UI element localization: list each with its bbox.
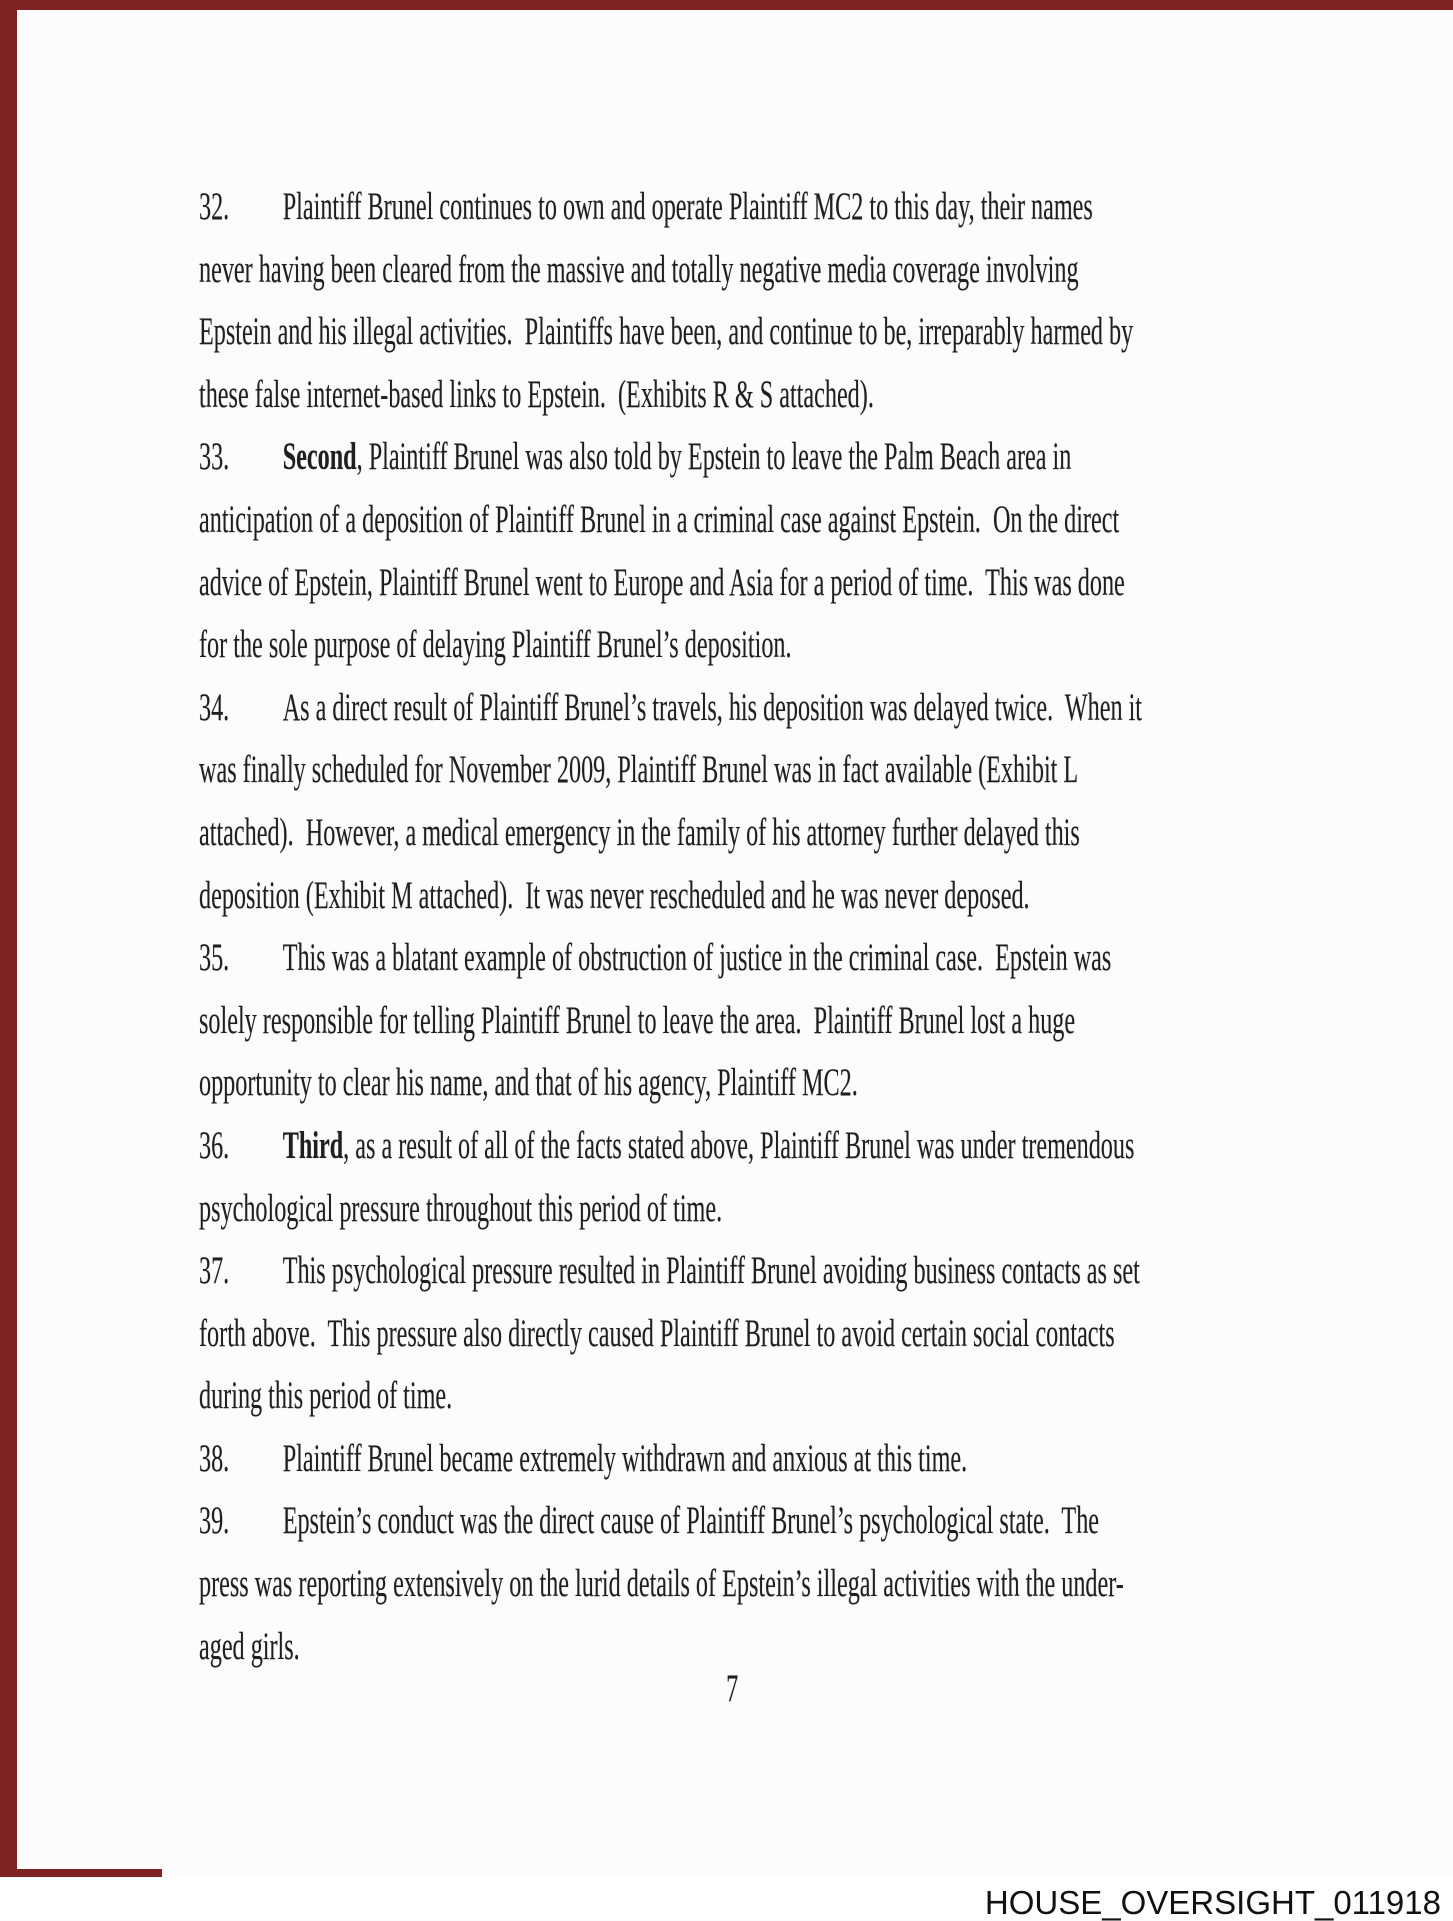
text-line	[199, 802, 1265, 865]
body-text: Epstein and his illegal activities. Plaintiffs have been, and continue to be, irreparably harmed by	[199, 310, 1134, 354]
text-line	[199, 489, 1265, 552]
text-line	[199, 176, 1265, 239]
text-line	[199, 1052, 1265, 1115]
text-line	[199, 1490, 1265, 1553]
text-line	[199, 426, 1265, 489]
scan-edge-left	[0, 0, 17, 1877]
paragraph-number: 34.	[199, 685, 230, 729]
paragraph-number: 39.	[199, 1499, 230, 1543]
text-line	[199, 1365, 1265, 1428]
body-text: , as a result of all of the facts stated above, Plaintiff Brunel was under tremendous	[343, 1123, 1135, 1167]
text-line	[199, 614, 1265, 677]
text-line	[199, 1115, 1265, 1178]
bates-stamp: HOUSE_OVERSIGHT_011918	[984, 1884, 1441, 1921]
body-text: This was a blatant example of obstruction of justice in the criminal case. Epstein was	[282, 936, 1112, 980]
body-text: psychological pressure throughout this period of time.	[199, 1186, 723, 1230]
body-text: Epstein’s conduct was the direct cause of Plaintiff Brunel’s psychological state. The	[282, 1499, 1100, 1543]
paragraph-number: 32.	[199, 185, 230, 228]
body-text: aged girls.	[199, 1624, 300, 1668]
body-text: opportunity to clear his name, and that of his agency, Plaintiff MC2.	[199, 1061, 858, 1105]
body-text: solely responsible for telling Plaintiff Brunel to leave the area. Plaintiff Brunel lost a huge	[199, 998, 1076, 1042]
body-text: was finally scheduled for November 2009, Plaintiff Brunel was in fact available (Exhibit L	[199, 748, 1079, 792]
body-text: never having been cleared from the massive and totally negative media coverage involving	[199, 247, 1079, 291]
text-line	[199, 677, 1265, 740]
body-text: deposition (Exhibit M attached). It was never rescheduled and he was never deposed.	[199, 873, 1030, 917]
body-text: during this period of time.	[199, 1374, 453, 1418]
text-line	[199, 1303, 1265, 1366]
text-line	[199, 865, 1265, 928]
text-block	[199, 176, 1453, 1678]
body-text: press was reporting extensively on the lurid details of Epstein’s illegal activities with the under-	[199, 1562, 1124, 1606]
bold-text: Third	[282, 1123, 344, 1167]
body-text: anticipation of a deposition of Plaintiff Brunel in a criminal case against Epstein. On the direct	[199, 497, 1120, 541]
paragraph-number: 38.	[199, 1436, 230, 1480]
paragraph-number: 35.	[199, 936, 230, 980]
paragraph-number: 36.	[199, 1123, 230, 1167]
body-text: Plaintiff Brunel became extremely withdrawn and anxious at this time.	[282, 1436, 968, 1480]
bold-text: Second	[282, 435, 357, 479]
text-line	[199, 1553, 1265, 1616]
text-line	[199, 990, 1265, 1053]
text-line	[199, 364, 1265, 427]
text-line	[199, 301, 1265, 364]
body-text: forth above. This pressure also directly caused Plaintiff Brunel to avoid certain social contacts	[199, 1311, 1115, 1355]
text-line	[199, 1428, 1265, 1491]
text-line	[199, 1178, 1265, 1241]
text-line	[199, 552, 1265, 615]
body-text: This psychological pressure resulted in Plaintiff Brunel avoiding business contacts as set	[282, 1249, 1140, 1293]
text-line	[199, 739, 1265, 802]
body-text: , Plaintiff Brunel was also told by Epstein to leave the Palm Beach area in	[356, 435, 1072, 479]
text-line	[199, 927, 1265, 990]
body-text: attached). However, a medical emergency in the family of his attorney further delayed this	[199, 810, 1080, 854]
paragraph-number: 33.	[199, 435, 230, 479]
body-text: for the sole purpose of delaying Plaintiff Brunel’s deposition.	[199, 623, 792, 667]
body-text: Plaintiff Brunel continues to own and operate Plaintiff MC2 to this day, their names	[282, 185, 1093, 228]
scan-edge-bottom-left	[0, 1869, 162, 1877]
body-text: As a direct result of Plaintiff Brunel’s travels, his deposition was delayed twice. When it	[282, 685, 1143, 729]
page-number: 7	[726, 1667, 739, 1710]
paragraph-number: 37.	[199, 1249, 230, 1293]
scan-edge-top	[0, 0, 1453, 10]
body-text: these false internet-based links to Epstein. (Exhibits R & S attached).	[199, 372, 874, 416]
text-line	[199, 1240, 1265, 1303]
text-line	[199, 239, 1265, 302]
body-text: advice of Epstein, Plaintiff Brunel went to Europe and Asia for a period of time. This was done	[199, 560, 1125, 604]
